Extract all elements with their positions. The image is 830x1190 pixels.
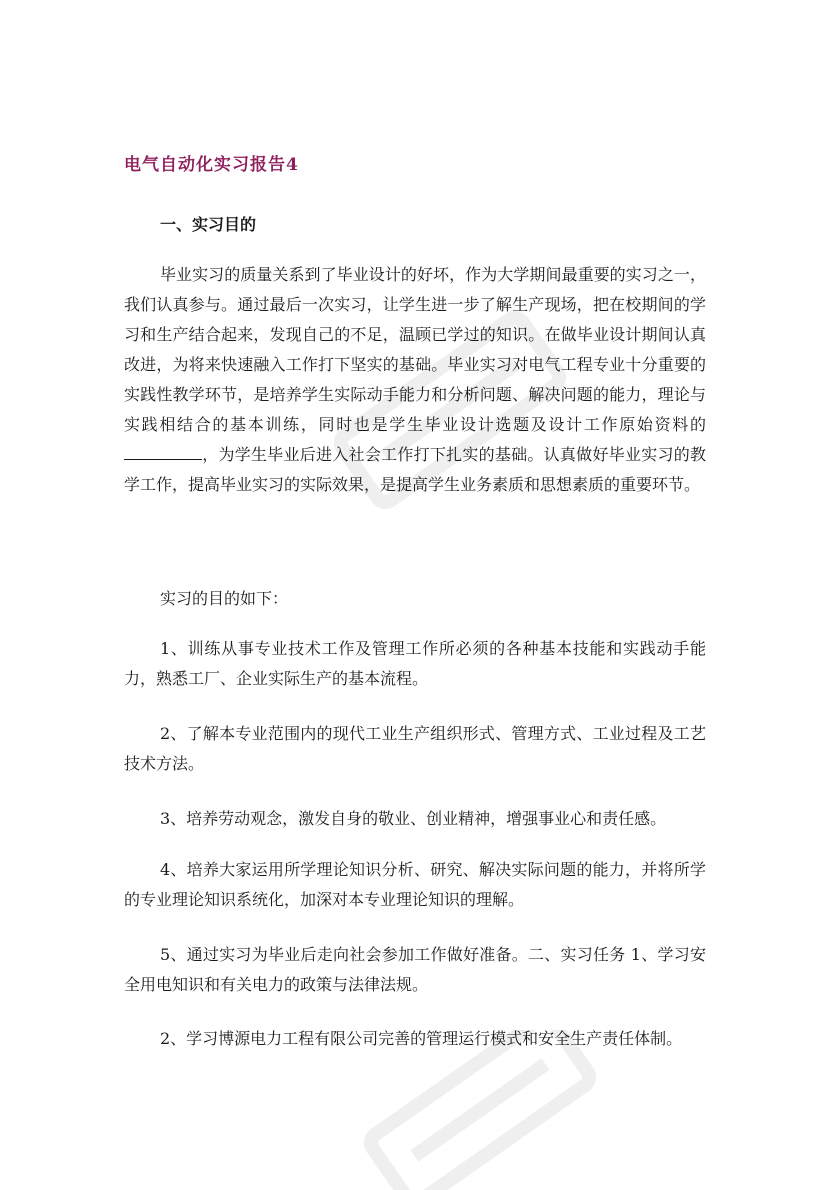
- intro-paragraph: [124, 260, 706, 500]
- list-item: 2、了解本专业范围内的现代工业生产组织形式、管理方式、工业过程及工艺技术方法。: [124, 724, 706, 773]
- intro-text-part1: 毕业实习的质量关系到了毕业设计的好坏，作为大学期间最重要的实习之一，我们认真参与。通过最后一次实习，让学生进一步了解生产现场，把在校期间的学习和生产结合起来，发现自己的不足，温顾已学过的知识。在做毕业设计期间认真改进，为将来快速融入工作打下坚实的基础。毕业实习对电气工程专业十分重要的实践性教学环节，是培养学生实际动手能力和分析问题、解决问题的能力，理论与实践相结合的基本训练，同时也是学生毕业设计选题及设计工作原始资料的: [124, 265, 706, 434]
- list-item: 4、培养大家运用所学理论知识分析、研究、解决实际问题的能力，并将所学的专业理论知识系统化，加深对本专业理论知识的理解。: [124, 860, 706, 909]
- intro-text-part2: ，为学生毕业后进入社会工作打下扎实的基础。认真做好毕业实习的教学工作，提高毕业实习的实际效果，是提高学生业务素质和思想素质的重要环节。: [124, 445, 706, 494]
- lead-paragraph: 实习的目的如下：: [160, 589, 289, 608]
- list-item: 2、学习博源电力工程有限公司完善的管理运行模式和安全生产责任体制。: [160, 1029, 683, 1048]
- list-item: 5、通过实习为毕业后走向社会参加工作做好准备。二、实习任务 1、学习安全用电知识和有关电力的政策与法律法规。: [124, 945, 706, 994]
- fill-in-blank: [124, 443, 202, 460]
- list-item: 3、培养劳动观念，激发自身的敬业、创业精神，增强事业心和责任感。: [160, 809, 667, 828]
- watermark-icon-bottom: [330, 1030, 630, 1190]
- list-item: 1、训练从事专业技术工作及管理工作所必须的各种基本技能和实践动手能力，熟悉工厂、企业实际生产的基本流程。: [124, 639, 706, 688]
- section-heading: 一、实习目的: [160, 215, 257, 234]
- document-title: 电气自动化实习报告4: [124, 155, 299, 175]
